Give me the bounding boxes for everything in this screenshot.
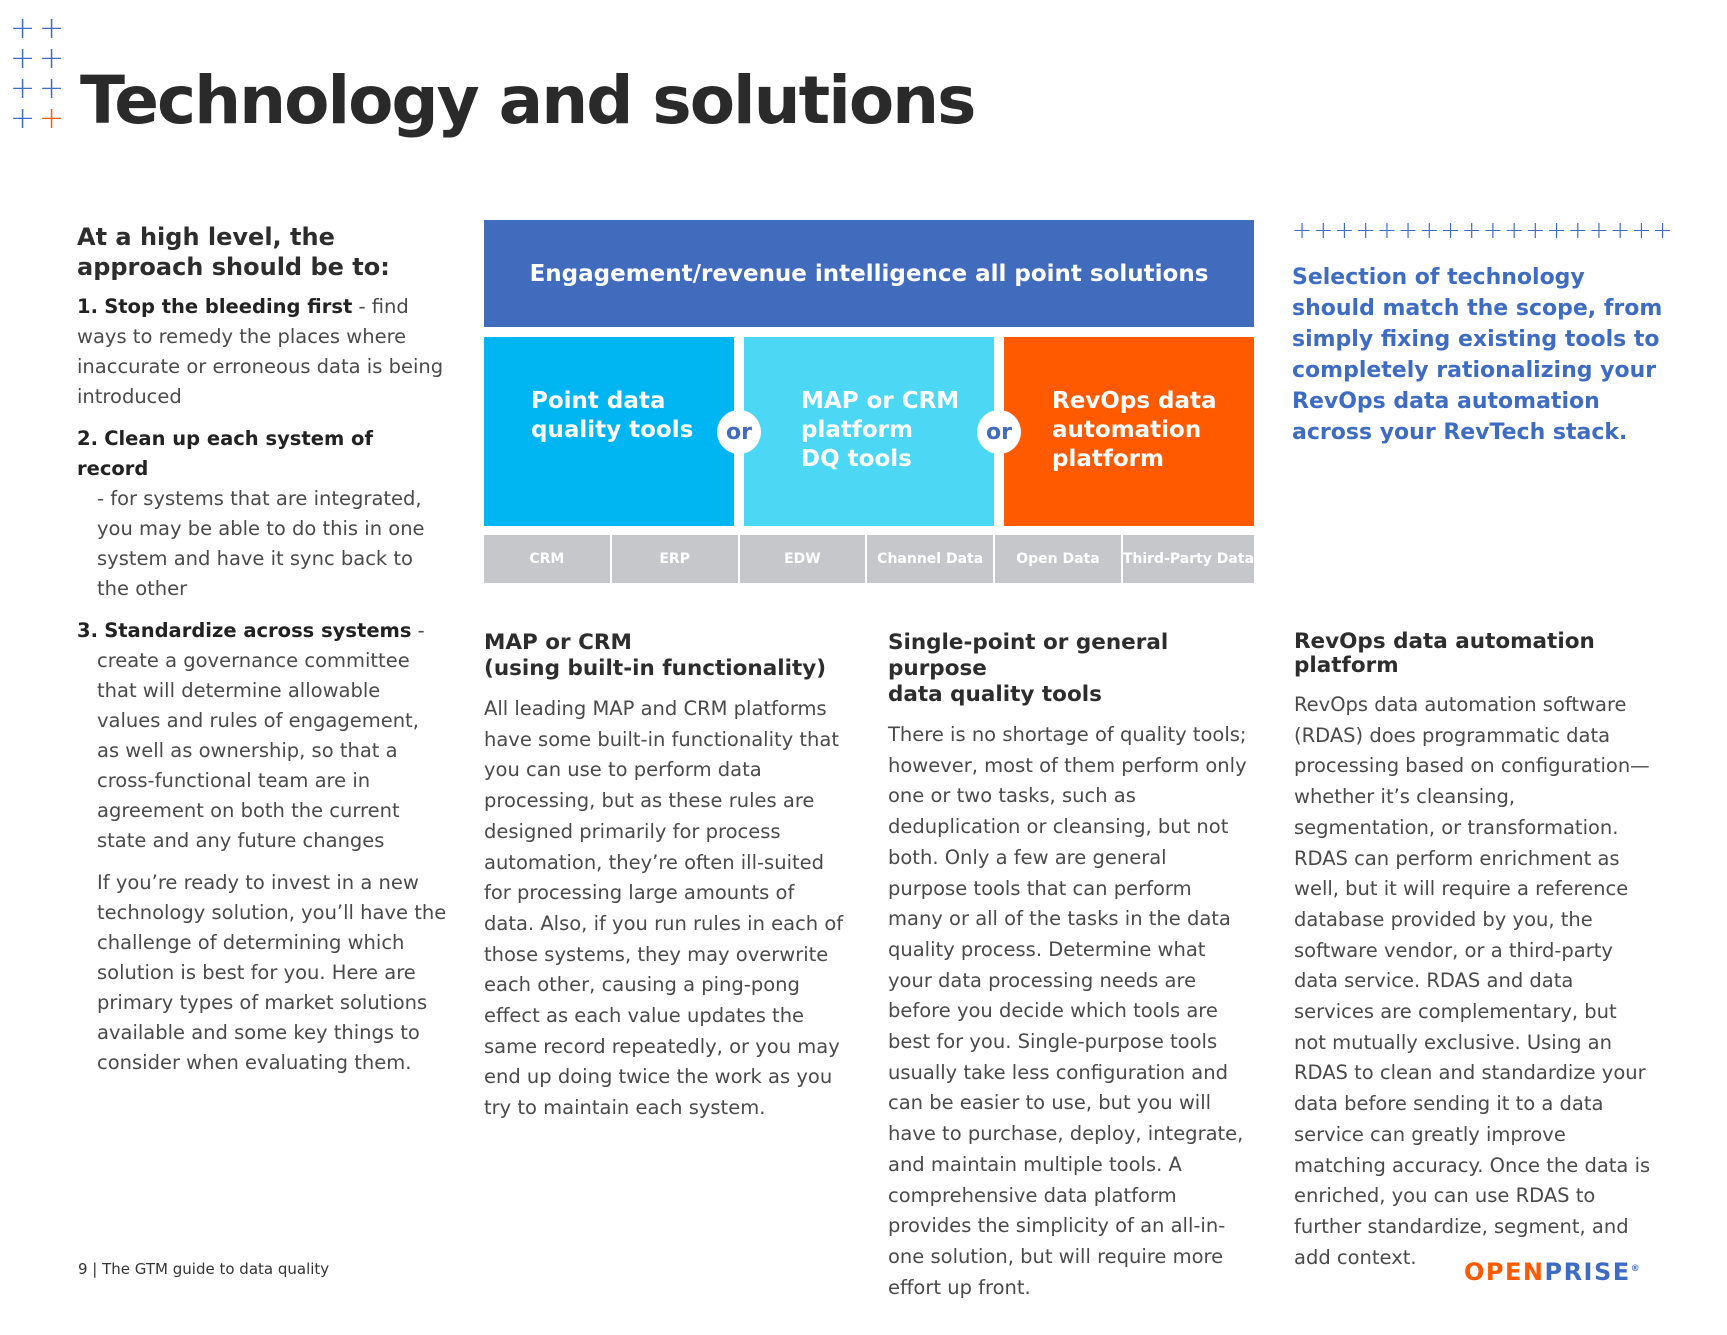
step-title: Standardize across systems — [104, 619, 412, 642]
plus-icon: + — [39, 71, 65, 106]
column-body: RevOps data automation software (RDAS) does programmatic data processing based on configuration—whether it’s cleansing, segmentation, or transformation. RDAS can perform enrichment as well, but it will require a reference database provided by you, the software vendor, or a third-party data service. RDAS and data services are complementary, but not mutually exclusive. Using an RDAS to clean and standardize your data before sending it to a data service can greatly improve matching accuracy. Once the data is enriched, you can use RDAS to further standardize, segment, and add context. — [1294, 693, 1651, 1269]
openprise-logo — [1464, 1258, 1641, 1286]
approach-step — [77, 424, 447, 604]
step-title: Clean up each system of record — [77, 427, 373, 480]
step-title: Stop the bleeding first — [104, 295, 353, 318]
plus-icon: + — [10, 41, 36, 76]
box-label: RevOps data automation platform — [1052, 388, 1217, 472]
source-third-party-data: Third-Party Data — [1123, 535, 1254, 583]
approach-steps — [77, 292, 447, 856]
or-badge: or — [717, 410, 761, 454]
diagram-box-point-data — [484, 337, 734, 526]
decorative-plus-grid — [10, 11, 66, 136]
column-body: There is no shortage of quality tools; however, most of them perform only one or two tasks, such as deduplication or cleansing, but not both. Only a few are general purpose tools that can perform many or all of the tasks in the data quality process. Determine what your data processing needs are before you decide which tools are best for you. Single-purpose tools usually take less configuration and can be easier to use, but you will have to purchase, deploy, integrate, and maintain multiple tools. A comprehensive data platform provides the simplicity of an all-in-one solution, but will require more effort up front. — [888, 723, 1247, 1299]
diagram-box-map-crm — [744, 337, 994, 526]
plus-icon: + — [39, 41, 65, 76]
approach-column — [77, 222, 447, 1078]
diagram-banner: Engagement/revenue intelligence all point solutions — [484, 220, 1254, 327]
source-erp: ERP — [612, 535, 738, 583]
footer-page-label: 9 | The GTM guide to data quality — [78, 1260, 330, 1278]
source-edw: EDW — [740, 535, 866, 583]
logo-registered-mark: ® — [1630, 1264, 1642, 1274]
approach-paragraph: If you’re ready to invest in a new technology solution, you’ll have the challenge of determining which solution is best for you. Here are primary types of market solutions available and some key things to consider when evaluating them. — [97, 871, 447, 1074]
step-number: 1. — [77, 295, 98, 318]
plus-icon-orange: + — [39, 101, 65, 136]
source-open-data: Open Data — [995, 535, 1121, 583]
diagram-box-revops — [1004, 337, 1254, 526]
column-revops-platform — [1294, 630, 1654, 1273]
step-text: - find ways to remedy the places where inaccurate or erroneous data is being introduced — [77, 295, 444, 408]
step-dash: - — [411, 619, 425, 642]
callout-plus-row: ++++++++++++++++++ — [1292, 216, 1674, 244]
approach-step — [77, 292, 447, 412]
column-heading: RevOps data automation platform — [1294, 629, 1595, 678]
or-badge: or — [977, 410, 1021, 454]
solutions-diagram — [484, 220, 1254, 583]
column-heading: MAP or CRM (using built-in functionality) — [484, 630, 827, 681]
column-heading: Single-point or general purpose data quality tools — [888, 630, 1169, 707]
logo-part-prise: PRISE — [1544, 1258, 1631, 1286]
plus-icon: + — [10, 71, 36, 106]
step-number: 2. — [77, 427, 98, 450]
plus-icon: + — [10, 11, 36, 46]
column-map-crm — [484, 630, 844, 1124]
plus-icon: + — [39, 11, 65, 46]
step-text: create a governance committee that will determine allowable values and rules of engagement, as well as ownership, so that a cross-functional team are in agreement on both the current state and any future changes — [97, 649, 419, 852]
source-channel-data: Channel Data — [867, 535, 993, 583]
source-crm: CRM — [484, 535, 610, 583]
approach-step — [77, 616, 447, 856]
box-label: Point data quality tools — [531, 388, 694, 443]
page-title: Technology and solutions — [80, 62, 975, 139]
column-body: All leading MAP and CRM platforms have some built-in functionality that you can use to perform data processing, but as these rules are designed primarily for process automation, they’re often ill-suited for processing large amounts of data. Also, if you run rules in each of those systems, they may overwrite each other, causing a ping-pong effect as each value updates the same record repeatedly, or you may end up doing twice the work as you try to maintain each system. — [484, 697, 844, 1120]
step-text: - for systems that are integrated, you may be able to do this in one system and have it sync back to the other — [97, 487, 425, 600]
callout-text: Selection of technology should match the scope, from simply fixing existing tools to completely rationalizing your RevOps data automation across your RevTech stack. — [1292, 265, 1663, 445]
logo-part-open: OPEN — [1464, 1258, 1545, 1286]
approach-heading: At a high level, the approach should be to: — [77, 223, 390, 281]
plus-icon: + — [10, 101, 36, 136]
box-label: MAP or CRM platform DQ tools — [801, 388, 960, 472]
column-dq-tools — [888, 630, 1248, 1303]
step-number: 3. — [77, 619, 98, 642]
data-sources-row — [484, 535, 1254, 583]
